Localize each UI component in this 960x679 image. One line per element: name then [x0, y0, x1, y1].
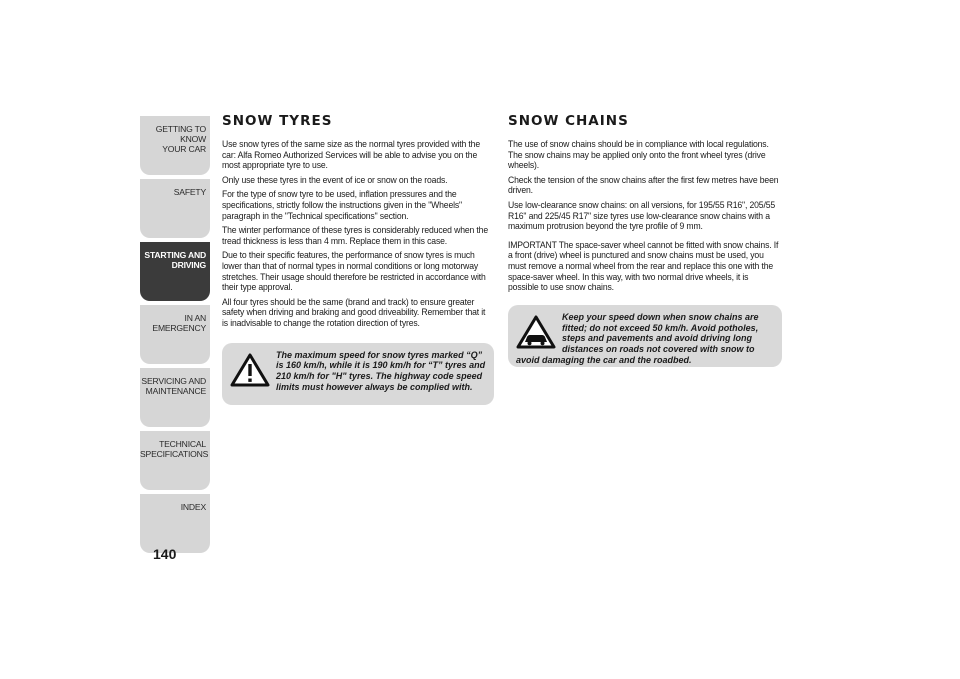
tab-in-an-emergency[interactable]: IN AN EMERGENCY: [140, 305, 210, 364]
paragraph: Only use these tyres in the event of ice or snow on the roads.: [222, 173, 448, 185]
warning-text: The maximum speed for snow tyres marked “Q” is 160 km/h, while it is 190 km/h for “T” tyres and 210 km/h for "H" tyres. The highway code speed limits must however always be complied with.: [276, 349, 486, 392]
paragraph: Use low-clearance snow chains: on all versions, for 195/55 R16", 205/55 R16" and 225/45 R17" size tyres use low-clearance snow chains with a maximum protrusion beyond the tyre profile of 9 mm.: [508, 198, 776, 232]
paragraph: For the type of snow tyre to be used, inflation pressures and the specifications, strictly follow the instructions given in the "Wheels" paragraph in the "Technical specifications" section.: [222, 188, 462, 221]
snow-tyres-section: [222, 113, 494, 405]
paragraph: The use of snow chains should be in compliance with local regulations. The snow chains may be applied only onto the front wheel tyres (drive wheels).: [508, 138, 769, 171]
tab-index[interactable]: INDEX: [140, 494, 210, 553]
warning-triangle-icon: [230, 353, 270, 387]
page-number: 140: [153, 546, 177, 562]
car-warning-icon: [516, 315, 556, 349]
warning-text: Keep your speed down when snow chains are fitted; do not exceed 50 km/h. Avoid potholes, steps and pavements and avoid driving long distances on roads not covered with snow to avoid damaging the car and the roadbed.: [516, 311, 759, 365]
snow-chains-section: [508, 113, 782, 367]
paragraph: Due to their specific features, the performance of snow tyres is much lower than that of normal types in normal conditions or long motorway stretches. Their usage should therefore be restricted in accordance with their type approval.: [222, 249, 486, 293]
tab-starting-and-driving[interactable]: STARTING AND DRIVING: [140, 242, 210, 301]
paragraph: Use snow tyres of the same size as the normal tyres provided with the car: Alfa Romeo Authorized Services will be able to advise you on the most appropriate tyre to use.: [222, 138, 480, 171]
paragraph: Check the tension of the snow chains after the first few metres have been driven.: [508, 173, 779, 196]
tab-safety[interactable]: SAFETY: [140, 179, 210, 238]
paragraph: IMPORTANT The space-saver wheel cannot be fitted with snow chains. If a front (drive) wheel is punctured and snow chains must be used, you must remove a normal wheel from the rear and replace this one with the space-saver wheel. In this way, with two normal drive wheels, it is possible to use snow chains.: [508, 238, 779, 293]
tab-servicing-and-maintenance[interactable]: SERVICING AND MAINTENANCE: [140, 368, 210, 427]
paragraph: The winter performance of these tyres is considerably reduced when the tread thickness is less than 4 mm. Replace them in this case.: [222, 224, 489, 246]
paragraph: All four tyres should be the same (brand and track) to ensure greater safety when driving and braking and good driveability. Remember that it is inadvisable to change the rotation direction of tyres.: [222, 295, 486, 328]
warning-box: [222, 343, 494, 405]
warning-box: [508, 305, 782, 367]
tab-getting-to-know-your-car[interactable]: GETTING TO KNOW YOUR CAR: [140, 116, 210, 175]
tab-technical-specifications[interactable]: TECHNICAL SPECIFICATIONS: [140, 431, 210, 490]
section-title: SNOW TYRES: [222, 113, 333, 129]
section-title: SNOW CHAINS: [508, 113, 629, 129]
